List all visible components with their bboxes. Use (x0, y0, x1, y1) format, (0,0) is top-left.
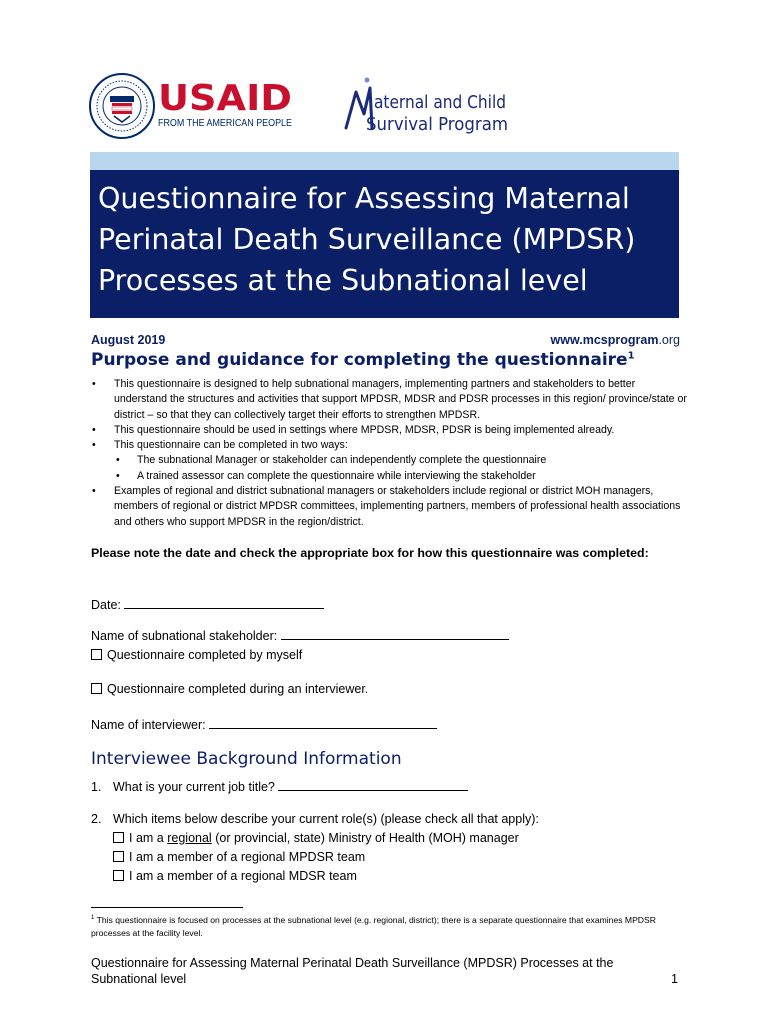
list-item: • This questionnaire can be completed in two ways: (91, 438, 691, 453)
option-myself-label: Questionnaire completed by myself (107, 648, 303, 662)
sub-list-item: • A trained assessor can complete the questionnaire while interviewing the stakeholder (91, 469, 691, 484)
usaid-logo (88, 70, 298, 142)
page-footer-title: Questionnaire for Assessing Maternal Perinatal Death Surveillance (MPDSR) Processes at the Subnational level (91, 956, 614, 986)
completion-note: Please note the date and check the appropriate box for how this questionnaire was completed: (91, 546, 649, 560)
option-interviewer-label: Questionnaire completed during an interviewer. (107, 682, 369, 696)
purpose-heading: Purpose and guidance for completing the questionnaire$^1$ (91, 350, 635, 370)
question-2 (91, 812, 539, 826)
footnote-mark: 1 (91, 915, 95, 921)
list-item: • This questionnaire should be used in settings where MPDSR, MDSR, PDSR is being implemented already. (91, 423, 691, 438)
mcsp-line1: aternal and Child (374, 92, 506, 113)
title-banner (90, 170, 679, 318)
checkbox-interviewer[interactable] (91, 683, 102, 694)
role-option-1 (113, 831, 519, 845)
question-number: 2. (91, 812, 102, 826)
usaid-tagline: FROM THE AMERICAN PEOPLE (158, 117, 292, 129)
date-field[interactable] (124, 596, 324, 609)
page-number: 1 (671, 972, 678, 986)
role-option-text: (or provincial, state) Ministry of Health (MOH) manager (215, 831, 519, 845)
stakeholder-label: Name of subnational stakeholder: (91, 629, 278, 643)
date-label: Date: (91, 598, 121, 612)
footnote-divider (91, 907, 243, 908)
stakeholder-field-row (91, 627, 509, 643)
sub-list-item: • The subnational Manager or stakeholder can independently complete the questionnaire (91, 453, 691, 468)
publication-date: August 2019 (91, 333, 166, 347)
role-option-2 (113, 850, 365, 864)
option-interviewer-row (91, 682, 368, 696)
checkbox-myself[interactable] (91, 649, 102, 660)
job-title-field[interactable] (278, 778, 468, 791)
mcsp-line2: Survival Program (366, 114, 508, 135)
role-option-text: I am a (129, 831, 164, 845)
title-accent-bar (90, 152, 679, 170)
role-option-emphasis: regional (167, 831, 212, 845)
question-1 (91, 778, 468, 794)
date-field-row (91, 596, 324, 612)
mcsp-logo (340, 74, 540, 138)
website-link-main: www.mcsprogram (550, 333, 659, 347)
usaid-name: USAID (158, 78, 292, 119)
role-option-text: I am a member of a regional MDSR team (129, 869, 357, 883)
footnote-text: This questionnaire is focused on processes at the subnational level (e.g. regional, district); there is a separate questionnaire that examines MPDSR processes at the facility level. (91, 914, 656, 938)
stakeholder-name-field[interactable] (281, 627, 509, 640)
purpose-list (91, 377, 691, 530)
footnote (91, 912, 691, 940)
list-item: • This questionnaire is designed to help subnational managers, implementing partners and stakeholders to better understand the structures and activities that support MPDSR, MDSR and PDSR processes in this region/ province/state or district – so that they can collectively target their efforts to strengthen MPDSR. (91, 377, 691, 423)
role-option-3 (113, 869, 357, 883)
checkbox-role-2[interactable] (113, 851, 124, 862)
question-number: 1. (91, 780, 102, 794)
interviewer-name-field[interactable] (209, 716, 437, 729)
footnote-ref[interactable]: 1 (627, 350, 635, 362)
list-item: • Examples of regional and district subnational managers or stakeholders include regional or district MOH managers, members of regional or district MPDSR committees, implementing partners, members of professional health associations and others who support MPDSR in the region/district. (91, 484, 691, 530)
interviewer-label: Name of interviewer: (91, 718, 206, 732)
document-title: Questionnaire for Assessing Maternal Perinatal Death Surveillance (MPDSR) Processes at the Subnational level (98, 182, 636, 297)
role-option-text: I am a member of a regional MPDSR team (129, 850, 366, 864)
question-text: What is your current job title? (113, 780, 275, 794)
question-text: Which items below describe your current role(s) (please check all that apply): (113, 812, 539, 826)
checkbox-role-1[interactable] (113, 832, 124, 843)
website-link[interactable] (551, 333, 680, 347)
interviewer-field-row (91, 716, 437, 732)
website-link-tld: .org (658, 333, 680, 347)
checkbox-role-3[interactable] (113, 870, 124, 881)
option-myself-row (91, 648, 302, 662)
background-heading: Interviewee Background Information (91, 749, 402, 769)
